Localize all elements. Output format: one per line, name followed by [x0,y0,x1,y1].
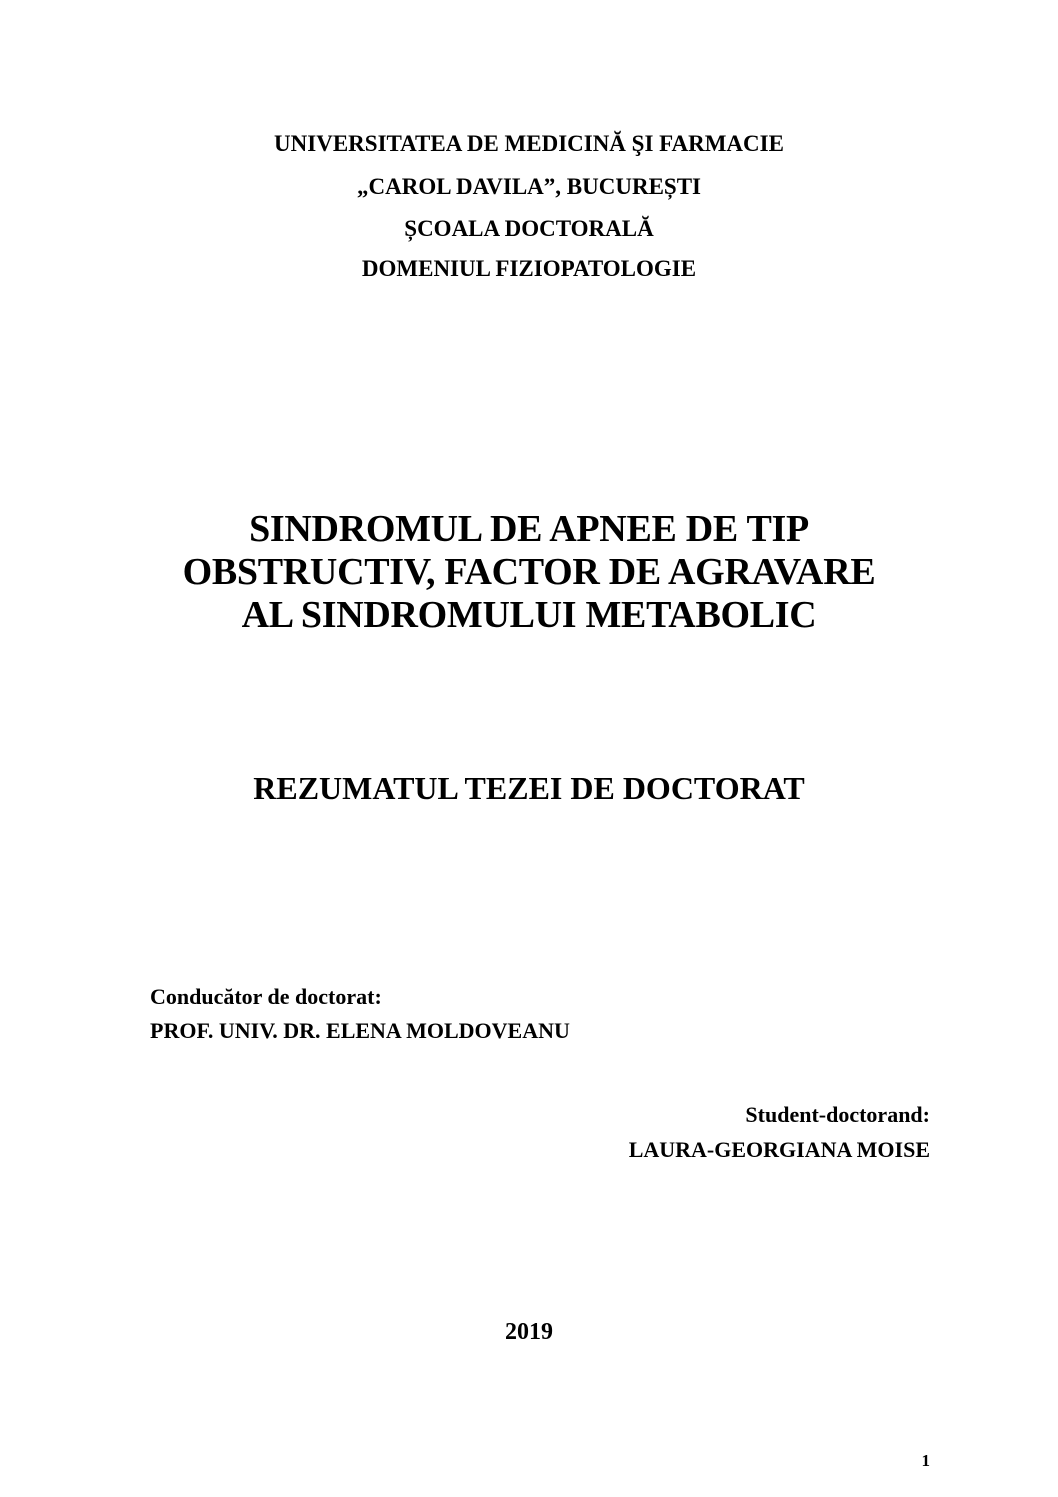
document-type: REZUMATUL TEZEI DE DOCTORAT [253,770,805,806]
page-number: 1 [921,1451,930,1470]
student-label: Student-doctorand: [745,1102,930,1127]
institution-name-continued: „CAROL DAVILA”, BUCUREȘTI [356,174,701,199]
supervisor-name: PROF. UNIV. DR. ELENA MOLDOVEANU [150,1018,570,1043]
year: 2019 [505,1319,553,1345]
thesis-title-line-3: AL SINDROMULUI METABOLIC [241,594,817,636]
thesis-title-line-2: OBSTRUCTIV, FACTOR DE AGRAVARE [182,551,876,593]
thesis-title-line-1: SINDROMUL DE APNEE DE TIP [249,508,809,550]
doctoral-school: ȘCOALA DOCTORALĂ [404,216,654,241]
doctoral-domain: DOMENIUL FIZIOPATOLOGIE [361,256,697,281]
supervisor-label: Conducător de doctorat: [150,984,382,1009]
institution-name: UNIVERSITATEA DE MEDICINĂ ŞI FARMACIE [274,131,784,156]
student-name: LAURA-GEORGIANA MOISE [628,1137,930,1162]
